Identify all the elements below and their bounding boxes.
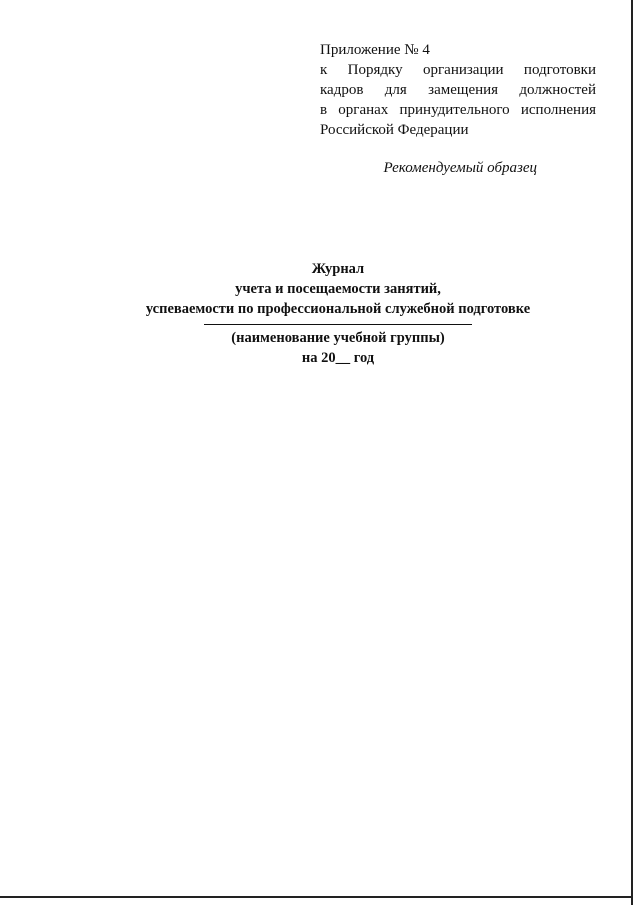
recommended-sample-label: Рекомендуемый образец xyxy=(383,160,537,176)
page-edge-bottom xyxy=(0,896,633,898)
appendix-text-line: Российской Федерации xyxy=(320,122,469,138)
appendix-text-line: кадров для замещения должностей xyxy=(320,82,596,98)
group-name-blank-line xyxy=(204,324,472,325)
appendix-header xyxy=(320,40,596,140)
group-name-caption: (наименование учебной группы) xyxy=(231,330,445,346)
year-line: на 20__ год xyxy=(301,350,375,366)
journal-title: Журнал xyxy=(311,261,365,277)
appendix-text-line: в органах принудительного исполнения xyxy=(320,102,596,118)
journal-title-block xyxy=(100,259,576,368)
appendix-number: Приложение № 4 xyxy=(320,42,430,58)
appendix-text-line: к Порядку организации подготовки xyxy=(320,62,596,78)
journal-subtitle: успеваемости по профессиональной служебной подготовке xyxy=(145,301,531,317)
page-edge-right xyxy=(631,0,633,905)
journal-subtitle: учета и посещаемости занятий, xyxy=(235,281,441,297)
